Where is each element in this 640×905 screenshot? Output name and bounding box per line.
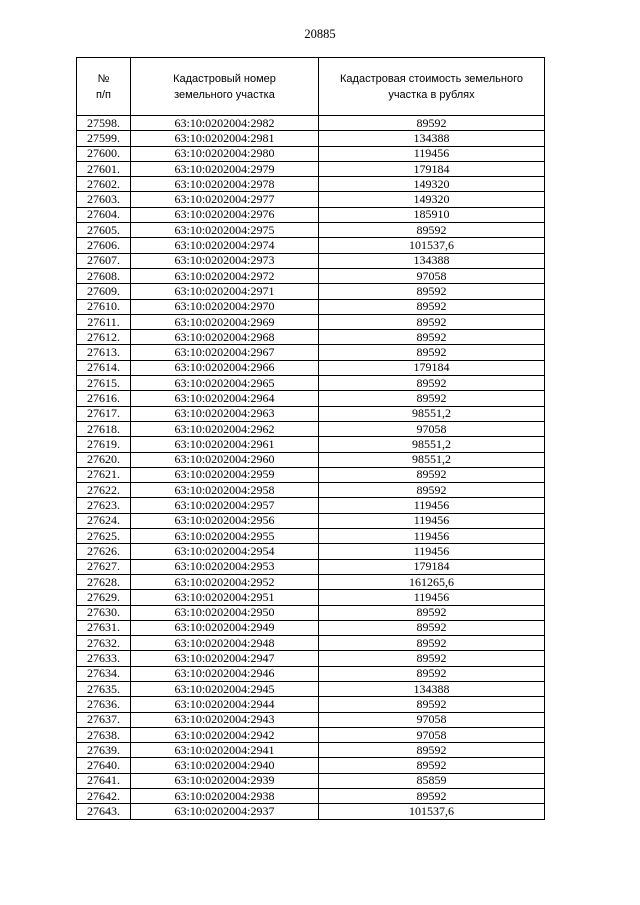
cadastral-number-cell: 63:10:0202004:2976 (131, 207, 319, 222)
cadastral-value-cell: 89592 (319, 483, 545, 498)
cadastral-value-cell: 97058 (319, 268, 545, 283)
cadastral-number-cell: 63:10:0202004:2938 (131, 789, 319, 804)
header-cadastral-number-text: Кадастровый номер земельного участка (173, 72, 276, 101)
table-row (77, 345, 545, 360)
header-row-number-text: № п/п (96, 72, 111, 101)
page-number: 20885 (304, 27, 336, 41)
cadastral-number-cell: 63:10:0202004:2942 (131, 727, 319, 742)
row-number-cell: 27629. (77, 590, 131, 605)
cadastral-value-cell: 119456 (319, 529, 545, 544)
cadastral-number-cell: 63:10:0202004:2939 (131, 773, 319, 788)
row-number-cell: 27640. (77, 758, 131, 773)
row-number-cell: 27610. (77, 299, 131, 314)
row-number-cell: 27612. (77, 330, 131, 345)
table-row (77, 773, 545, 788)
row-number-cell: 27601. (77, 161, 131, 176)
row-number-cell: 27599. (77, 131, 131, 146)
cadastral-value-cell: 185910 (319, 207, 545, 222)
table-row (77, 116, 545, 131)
cadastral-value-cell: 97058 (319, 712, 545, 727)
cadastral-value-cell: 89592 (319, 743, 545, 758)
header-cadastral-number (131, 58, 319, 116)
cadastral-value-cell: 89592 (319, 345, 545, 360)
cadastral-value-cell: 98551,2 (319, 437, 545, 452)
cadastral-number-cell: 63:10:0202004:2971 (131, 284, 319, 299)
cadastral-value-cell: 89592 (319, 284, 545, 299)
cadastral-number-cell: 63:10:0202004:2963 (131, 406, 319, 421)
cadastral-number-cell: 63:10:0202004:2961 (131, 437, 319, 452)
cadastral-value-table (76, 57, 545, 820)
table-row (77, 437, 545, 452)
cadastral-number-cell: 63:10:0202004:2960 (131, 452, 319, 467)
cadastral-number-cell: 63:10:0202004:2982 (131, 116, 319, 131)
cadastral-number-cell: 63:10:0202004:2967 (131, 345, 319, 360)
row-number-cell: 27598. (77, 116, 131, 131)
table-row (77, 513, 545, 528)
cadastral-number-cell: 63:10:0202004:2962 (131, 421, 319, 436)
cadastral-number-cell: 63:10:0202004:2949 (131, 620, 319, 635)
cadastral-value-cell: 149320 (319, 177, 545, 192)
table-row (77, 360, 545, 375)
cadastral-value-cell: 89592 (319, 314, 545, 329)
cadastral-value-cell: 89592 (319, 330, 545, 345)
cadastral-number-cell: 63:10:0202004:2970 (131, 299, 319, 314)
cadastral-number-cell: 63:10:0202004:2957 (131, 498, 319, 513)
row-number-cell: 27626. (77, 544, 131, 559)
header-cadastral-value-text: Кадастровая стоимость земельного участка в рублях (340, 72, 523, 101)
table-row (77, 299, 545, 314)
cadastral-value-cell: 101537,6 (319, 238, 545, 253)
cadastral-number-cell: 63:10:0202004:2948 (131, 636, 319, 651)
table-row (77, 376, 545, 391)
table-row (77, 574, 545, 589)
row-number-cell: 27609. (77, 284, 131, 299)
cadastral-number-cell: 63:10:0202004:2947 (131, 651, 319, 666)
row-number-cell: 27637. (77, 712, 131, 727)
table-row (77, 238, 545, 253)
cadastral-value-cell: 89592 (319, 666, 545, 681)
table-row (77, 758, 545, 773)
cadastral-number-cell: 63:10:0202004:2951 (131, 590, 319, 605)
row-number-cell: 27603. (77, 192, 131, 207)
table-row (77, 559, 545, 574)
table-row (77, 697, 545, 712)
cadastral-value-cell: 119456 (319, 513, 545, 528)
table-row (77, 636, 545, 651)
cadastral-number-cell: 63:10:0202004:2978 (131, 177, 319, 192)
row-number-cell: 27641. (77, 773, 131, 788)
cadastral-value-cell: 89592 (319, 299, 545, 314)
table-row (77, 483, 545, 498)
table-row (77, 498, 545, 513)
cadastral-number-cell: 63:10:0202004:2940 (131, 758, 319, 773)
cadastral-number-cell: 63:10:0202004:2937 (131, 804, 319, 819)
table-row (77, 284, 545, 299)
cadastral-value-cell: 119456 (319, 498, 545, 513)
row-number-cell: 27620. (77, 452, 131, 467)
cadastral-number-cell: 63:10:0202004:2977 (131, 192, 319, 207)
table-row (77, 406, 545, 421)
cadastral-value-cell: 179184 (319, 360, 545, 375)
table-row (77, 161, 545, 176)
row-number-cell: 27621. (77, 467, 131, 482)
row-number-cell: 27600. (77, 146, 131, 161)
row-number-cell: 27627. (77, 559, 131, 574)
cadastral-number-cell: 63:10:0202004:2953 (131, 559, 319, 574)
row-number-cell: 27630. (77, 605, 131, 620)
cadastral-number-cell: 63:10:0202004:2952 (131, 574, 319, 589)
table-row (77, 712, 545, 727)
table-row (77, 314, 545, 329)
cadastral-value-cell: 119456 (319, 590, 545, 605)
row-number-cell: 27617. (77, 406, 131, 421)
cadastral-number-cell: 63:10:0202004:2975 (131, 223, 319, 238)
cadastral-number-cell: 63:10:0202004:2943 (131, 712, 319, 727)
cadastral-value-cell: 179184 (319, 559, 545, 574)
header-row-number (77, 58, 131, 116)
row-number-cell: 27622. (77, 483, 131, 498)
table-row (77, 467, 545, 482)
cadastral-value-cell: 89592 (319, 116, 545, 131)
row-number-cell: 27632. (77, 636, 131, 651)
cadastral-number-cell: 63:10:0202004:2958 (131, 483, 319, 498)
table-row (77, 529, 545, 544)
table-row (77, 253, 545, 268)
row-number-cell: 27618. (77, 421, 131, 436)
cadastral-value-cell: 89592 (319, 605, 545, 620)
cadastral-number-cell: 63:10:0202004:2980 (131, 146, 319, 161)
cadastral-value-cell: 134388 (319, 681, 545, 696)
cadastral-value-cell: 119456 (319, 544, 545, 559)
row-number-cell: 27625. (77, 529, 131, 544)
table-row (77, 330, 545, 345)
cadastral-number-cell: 63:10:0202004:2965 (131, 376, 319, 391)
cadastral-number-cell: 63:10:0202004:2946 (131, 666, 319, 681)
table-row (77, 391, 545, 406)
cadastral-value-cell: 89592 (319, 376, 545, 391)
table-row (77, 681, 545, 696)
header-cadastral-value (319, 58, 545, 116)
cadastral-value-cell: 85859 (319, 773, 545, 788)
cadastral-value-cell: 179184 (319, 161, 545, 176)
cadastral-value-cell: 89592 (319, 391, 545, 406)
table-row (77, 146, 545, 161)
row-number-cell: 27631. (77, 620, 131, 635)
row-number-cell: 27605. (77, 223, 131, 238)
cadastral-value-cell: 89592 (319, 467, 545, 482)
row-number-cell: 27628. (77, 574, 131, 589)
table-row (77, 421, 545, 436)
row-number-cell: 27638. (77, 727, 131, 742)
cadastral-value-cell: 161265,6 (319, 574, 545, 589)
cadastral-value-cell: 149320 (319, 192, 545, 207)
row-number-cell: 27623. (77, 498, 131, 513)
table-row (77, 727, 545, 742)
row-number-cell: 27633. (77, 651, 131, 666)
row-number-cell: 27614. (77, 360, 131, 375)
row-number-cell: 27639. (77, 743, 131, 758)
cadastral-number-cell: 63:10:0202004:2959 (131, 467, 319, 482)
table-body (77, 116, 545, 820)
row-number-cell: 27602. (77, 177, 131, 192)
row-number-cell: 27604. (77, 207, 131, 222)
cadastral-number-cell: 63:10:0202004:2972 (131, 268, 319, 283)
cadastral-value-cell: 89592 (319, 758, 545, 773)
header-row (77, 58, 545, 116)
cadastral-value-cell: 89592 (319, 223, 545, 238)
cadastral-number-cell: 63:10:0202004:2974 (131, 238, 319, 253)
table-row (77, 789, 545, 804)
table-row (77, 544, 545, 559)
row-number-cell: 27624. (77, 513, 131, 528)
table-row (77, 666, 545, 681)
row-number-cell: 27634. (77, 666, 131, 681)
table-row (77, 651, 545, 666)
row-number-cell: 27642. (77, 789, 131, 804)
row-number-cell: 27619. (77, 437, 131, 452)
cadastral-number-cell: 63:10:0202004:2950 (131, 605, 319, 620)
table-row (77, 590, 545, 605)
cadastral-value-cell: 89592 (319, 620, 545, 635)
row-number-cell: 27613. (77, 345, 131, 360)
cadastral-value-cell: 89592 (319, 789, 545, 804)
cadastral-number-cell: 63:10:0202004:2973 (131, 253, 319, 268)
row-number-cell: 27643. (77, 804, 131, 819)
table-row (77, 131, 545, 146)
cadastral-value-cell: 98551,2 (319, 406, 545, 421)
cadastral-value-cell: 97058 (319, 421, 545, 436)
table-row (77, 605, 545, 620)
table-row (77, 743, 545, 758)
table-row (77, 452, 545, 467)
row-number-cell: 27607. (77, 253, 131, 268)
cadastral-number-cell: 63:10:0202004:2969 (131, 314, 319, 329)
table-row (77, 223, 545, 238)
cadastral-value-cell: 89592 (319, 636, 545, 651)
table-row (77, 804, 545, 819)
table-row (77, 620, 545, 635)
cadastral-value-cell: 134388 (319, 131, 545, 146)
table-row (77, 177, 545, 192)
row-number-cell: 27636. (77, 697, 131, 712)
row-number-cell: 27615. (77, 376, 131, 391)
cadastral-value-cell: 134388 (319, 253, 545, 268)
cadastral-number-cell: 63:10:0202004:2955 (131, 529, 319, 544)
cadastral-number-cell: 63:10:0202004:2981 (131, 131, 319, 146)
table-header (77, 58, 545, 116)
cadastral-number-cell: 63:10:0202004:2964 (131, 391, 319, 406)
table-row (77, 192, 545, 207)
cadastral-number-cell: 63:10:0202004:2945 (131, 681, 319, 696)
cadastral-number-cell: 63:10:0202004:2954 (131, 544, 319, 559)
cadastral-value-cell: 97058 (319, 727, 545, 742)
cadastral-number-cell: 63:10:0202004:2968 (131, 330, 319, 345)
cadastral-value-cell: 89592 (319, 651, 545, 666)
row-number-cell: 27635. (77, 681, 131, 696)
cadastral-value-cell: 119456 (319, 146, 545, 161)
table-row (77, 207, 545, 222)
table-row (77, 268, 545, 283)
cadastral-number-cell: 63:10:0202004:2979 (131, 161, 319, 176)
row-number-cell: 27611. (77, 314, 131, 329)
cadastral-value-cell: 98551,2 (319, 452, 545, 467)
cadastral-value-cell: 89592 (319, 697, 545, 712)
row-number-cell: 27608. (77, 268, 131, 283)
row-number-cell: 27616. (77, 391, 131, 406)
cadastral-value-cell: 101537,6 (319, 804, 545, 819)
cadastral-number-cell: 63:10:0202004:2966 (131, 360, 319, 375)
row-number-cell: 27606. (77, 238, 131, 253)
cadastral-number-cell: 63:10:0202004:2944 (131, 697, 319, 712)
cadastral-number-cell: 63:10:0202004:2941 (131, 743, 319, 758)
cadastral-number-cell: 63:10:0202004:2956 (131, 513, 319, 528)
